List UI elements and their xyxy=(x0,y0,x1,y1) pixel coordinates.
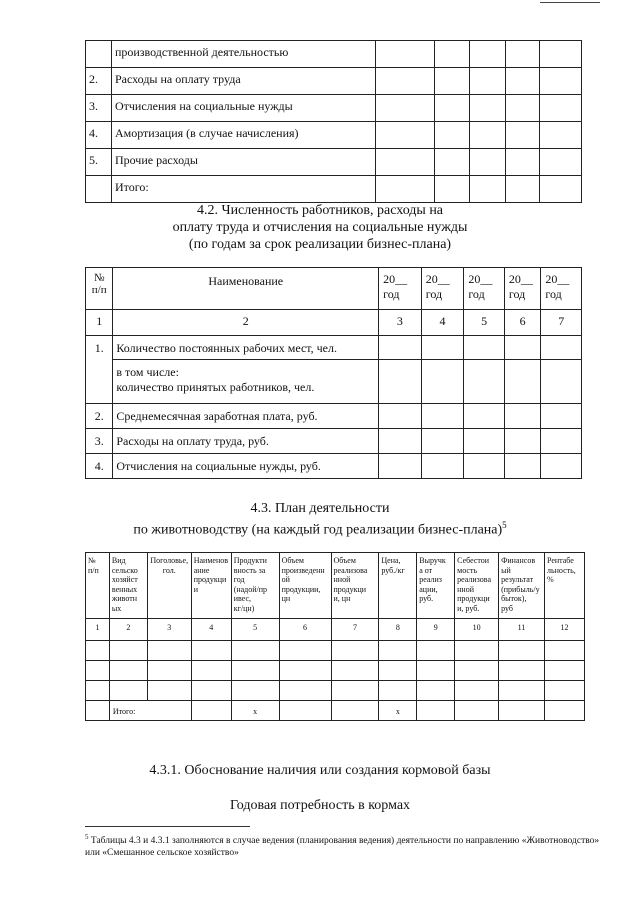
col-number: 3 xyxy=(147,619,191,641)
row-num: 5. xyxy=(86,149,112,176)
col-number: 1 xyxy=(86,310,113,336)
row-text: Отчисления на социальные нужды xyxy=(111,95,375,122)
header-cell: Цена, руб./кг xyxy=(379,553,417,619)
row-num: 1. xyxy=(86,336,113,404)
header-cell: Финансов ый результат (прибыль/у быток), руб xyxy=(499,553,545,619)
table-row xyxy=(86,176,582,203)
row-text: в том числе: количество принятых работников, чел. xyxy=(113,360,379,404)
year-header: 20__ год xyxy=(421,268,464,310)
top-edge-line xyxy=(540,2,600,3)
row-num xyxy=(86,176,112,203)
section-4-3-1-title: 4.3.1. Обоснование наличия или создания кормовой базы xyxy=(149,763,491,778)
footnote-mark: 5 xyxy=(85,833,89,841)
table-header-row xyxy=(86,553,585,619)
table-row xyxy=(86,122,582,149)
table-total-row xyxy=(86,701,585,721)
col-number: 1 xyxy=(86,619,110,641)
section-4-2-title: 4.2. Численность работников, расходы на оплату труда и отчисления на социальные нужды (по годам за срок реализации бизнес-плана) xyxy=(172,203,468,252)
table-row xyxy=(86,360,582,404)
row-num: 3. xyxy=(86,429,113,454)
row-text: Расходы на оплату труда xyxy=(111,68,375,95)
row-text: производственной деятельностью xyxy=(111,41,375,68)
table-row xyxy=(86,149,582,176)
row-num: 2. xyxy=(86,68,112,95)
header-cell: Выручк а от реализ ации, руб. xyxy=(417,553,455,619)
col-number: 6 xyxy=(504,310,541,336)
section-4-3-title: 4.3. План деятельности по животноводству (на каждый год реализации бизнес-плана)$^5$ xyxy=(133,501,507,538)
total-label: Итого: xyxy=(109,701,191,721)
table-row xyxy=(86,641,585,661)
col-num-header: № п/п xyxy=(86,268,113,310)
row-text: Отчисления на социальные нужды, руб. xyxy=(113,454,379,479)
header-cell: Себестои мость реализова нной продукци и, руб. xyxy=(455,553,499,619)
col-number: 2 xyxy=(109,619,147,641)
col-number: 7 xyxy=(331,619,379,641)
table-row xyxy=(86,68,582,95)
col-number: 12 xyxy=(544,619,584,641)
row-text: Амортизация (в случае начисления) xyxy=(111,122,375,149)
footnote-text: Таблицы 4.3 и 4.3.1 заполняются в случае ведения (планирования ведения) деятельности по направлению «Животноводство» или «Смешанное сельское хозяйство» xyxy=(85,836,600,859)
footnote-separator xyxy=(85,826,250,827)
col-number: 7 xyxy=(541,310,582,336)
header-cell: Объем произведенн ой продукции, цн xyxy=(279,553,331,619)
col-number: 6 xyxy=(279,619,331,641)
header-cell: № п/п xyxy=(86,553,110,619)
row-num: 4. xyxy=(86,454,113,479)
expenses-table xyxy=(85,40,582,203)
column-numbers-row xyxy=(86,619,585,641)
table-row xyxy=(86,404,582,429)
footnote-ref: 5 xyxy=(502,520,507,530)
table-row xyxy=(86,429,582,454)
table-row xyxy=(86,336,582,360)
col-number: 10 xyxy=(455,619,499,641)
x-mark: x xyxy=(231,701,279,721)
table-row xyxy=(86,454,582,479)
table-header-row xyxy=(86,268,582,310)
year-header: 20__ год xyxy=(464,268,505,310)
table-row xyxy=(86,41,582,68)
row-text: Количество постоянных рабочих мест, чел. xyxy=(113,336,379,360)
row-num: 4. xyxy=(86,122,112,149)
table-row xyxy=(86,681,585,701)
col-number: 4 xyxy=(421,310,464,336)
year-header: 20__ год xyxy=(379,268,422,310)
col-number: 5 xyxy=(464,310,505,336)
col-number: 9 xyxy=(417,619,455,641)
col-number: 11 xyxy=(499,619,545,641)
row-text: Расходы на оплату труда, руб. xyxy=(113,429,379,454)
x-mark: x xyxy=(379,701,417,721)
row-num xyxy=(86,41,112,68)
col-number: 8 xyxy=(379,619,417,641)
footnote xyxy=(85,831,600,859)
staff-table xyxy=(85,267,582,479)
feed-requirements-subtitle: Годовая потребность в кормах xyxy=(229,798,411,813)
table-row xyxy=(86,661,585,681)
year-header: 20__ год xyxy=(504,268,541,310)
row-text: Среднемесячная заработная плата, руб. xyxy=(113,404,379,429)
header-cell: Объем реализова нной продукци и, цн xyxy=(331,553,379,619)
year-header: 20__ год xyxy=(541,268,582,310)
col-number: 5 xyxy=(231,619,279,641)
col-number: 3 xyxy=(379,310,422,336)
col-number: 4 xyxy=(191,619,231,641)
column-numbers-row xyxy=(86,310,582,336)
header-cell: Поголовье, гол. xyxy=(147,553,191,619)
row-text: Прочие расходы xyxy=(111,149,375,176)
table-row xyxy=(86,95,582,122)
header-cell: Рентабе льность, % xyxy=(544,553,584,619)
row-num: 2. xyxy=(86,404,113,429)
livestock-plan-table xyxy=(85,552,585,721)
row-num: 3. xyxy=(86,95,112,122)
col-name-header: Наименование xyxy=(113,268,379,310)
header-cell: Продукти вность за год (надой/пр ивес, кг/цн) xyxy=(231,553,279,619)
col-number: 2 xyxy=(113,310,379,336)
header-cell: Вид сельско хозяйст венных животн ых xyxy=(109,553,147,619)
header-cell: Наименов ание продукци и xyxy=(191,553,231,619)
row-text: Итого: xyxy=(111,176,375,203)
